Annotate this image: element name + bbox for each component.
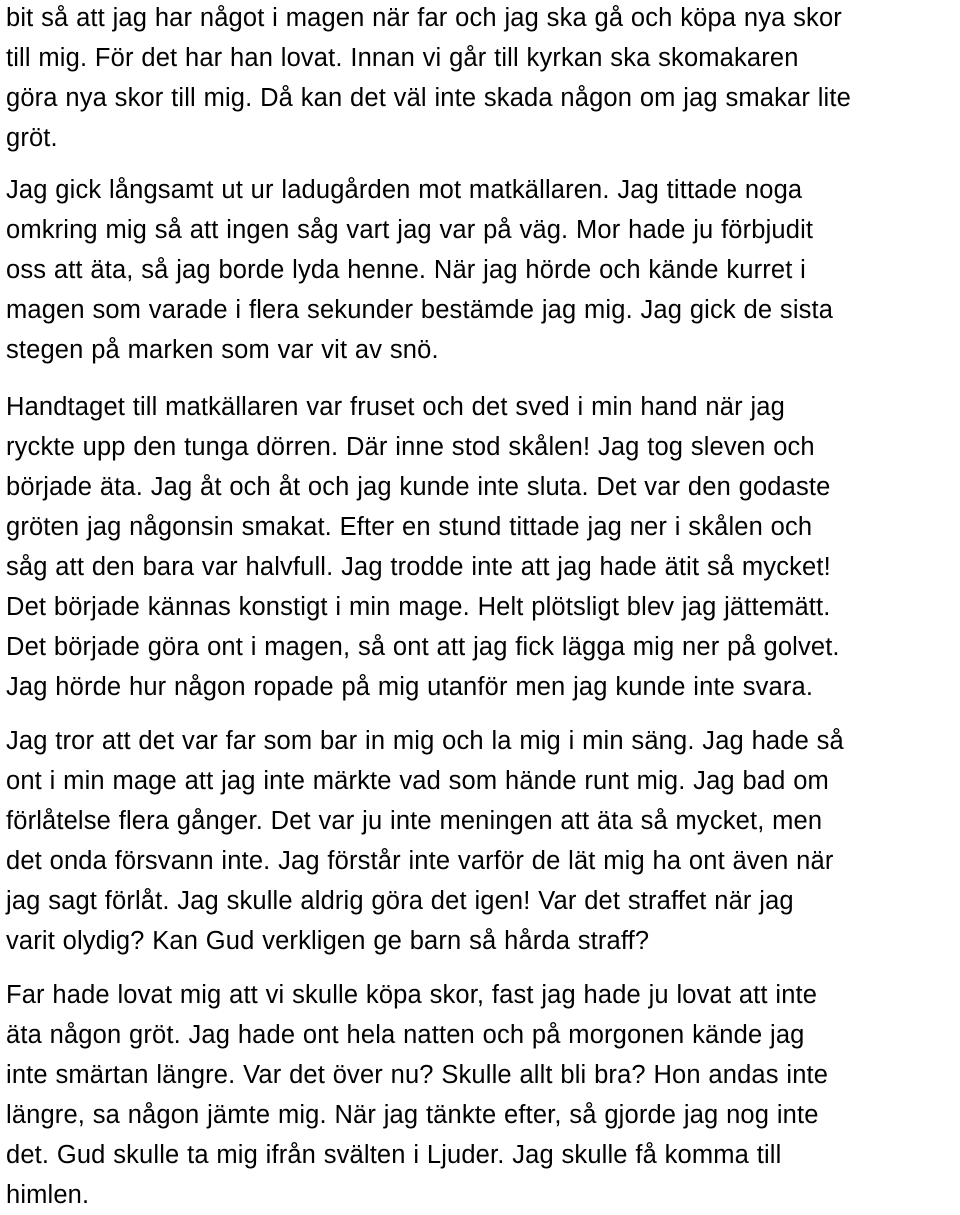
text-line: till mig. För det har han lovat. Innan vi går till kyrkan ska skomakaren xyxy=(6,44,799,72)
text-line: varit olydig? Kan Gud verkligen ge barn så hårda straff? xyxy=(6,927,650,955)
text-line: Jag gick långsamt ut ur ladugården mot matkällaren. Jag tittade noga xyxy=(6,176,803,204)
text-line: började äta. Jag åt och åt och jag kunde inte sluta. Det var den godaste xyxy=(6,473,831,501)
text-line: bit så att jag har något i magen när far och jag ska gå och köpa nya skor xyxy=(6,4,842,32)
paragraph-1 xyxy=(6,0,958,158)
text-line: Far hade lovat mig att vi skulle köpa skor, fast jag hade ju lovat att inte xyxy=(6,981,818,1009)
text-line: Det började kännas konstigt i min mage. Helt plötsligt blev jag jättemätt. xyxy=(6,593,831,621)
text-line: ryckte upp den tunga dörren. Där inne stod skålen! Jag tog sleven och xyxy=(6,433,815,461)
paragraph-5 xyxy=(6,975,958,1215)
text-line: omkring mig så att ingen såg vart jag var på väg. Mor hade ju förbjudit xyxy=(6,216,814,244)
text-line: inte smärtan längre. Var det över nu? Skulle allt bli bra? Hon andas inte xyxy=(6,1061,829,1089)
text-line: himlen. xyxy=(6,1181,90,1209)
text-line: jag sagt förlåt. Jag skulle aldrig göra det igen! Var det straffet när jag xyxy=(6,887,794,915)
text-line: längre, sa någon jämte mig. När jag tänkte efter, så gjorde jag nog inte xyxy=(6,1101,819,1129)
paragraph-3 xyxy=(6,387,958,707)
text-line: gröten jag någonsin smakat. Efter en stund tittade jag ner i skålen och xyxy=(6,513,813,541)
text-line: Det började göra ont i magen, så ont att jag fick lägga mig ner på golvet. xyxy=(6,633,840,661)
text-line: Jag hörde hur någon ropade på mig utanför men jag kunde inte svara. xyxy=(6,673,814,701)
text-line: ont i min mage att jag inte märkte vad som hände runt mig. Jag bad om xyxy=(6,767,829,795)
text-line: oss att äta, så jag borde lyda henne. När jag hörde och kände kurret i xyxy=(6,256,806,284)
text-line: det. Gud skulle ta mig ifrån svälten i Ljuder. Jag skulle få komma till xyxy=(6,1141,782,1169)
text-line: förlåtelse flera gånger. Det var ju inte meningen att äta så mycket, men xyxy=(6,807,823,835)
text-line: Jag tror att det var far som bar in mig och la mig i min säng. Jag hade så xyxy=(6,727,844,755)
text-line: göra nya skor till mig. Då kan det väl inte skada någon om jag smakar lite xyxy=(6,84,851,112)
text-line: såg att den bara var halvfull. Jag trodde inte att jag hade ätit så mycket! xyxy=(6,553,831,581)
text-line: äta någon gröt. Jag hade ont hela natten och på morgonen kände jag xyxy=(6,1021,805,1049)
text-line: gröt. xyxy=(6,124,58,152)
text-line: Handtaget till matkällaren var fruset och det sved i min hand när jag xyxy=(6,393,785,421)
text-line: magen som varade i flera sekunder bestämde jag mig. Jag gick de sista xyxy=(6,296,834,324)
text-line: stegen på marken som var vit av snö. xyxy=(6,336,439,364)
paragraph-2 xyxy=(6,170,958,370)
paragraph-4 xyxy=(6,721,958,961)
text-line: det onda försvann inte. Jag förstår inte varför de lät mig ha ont även när xyxy=(6,847,834,875)
